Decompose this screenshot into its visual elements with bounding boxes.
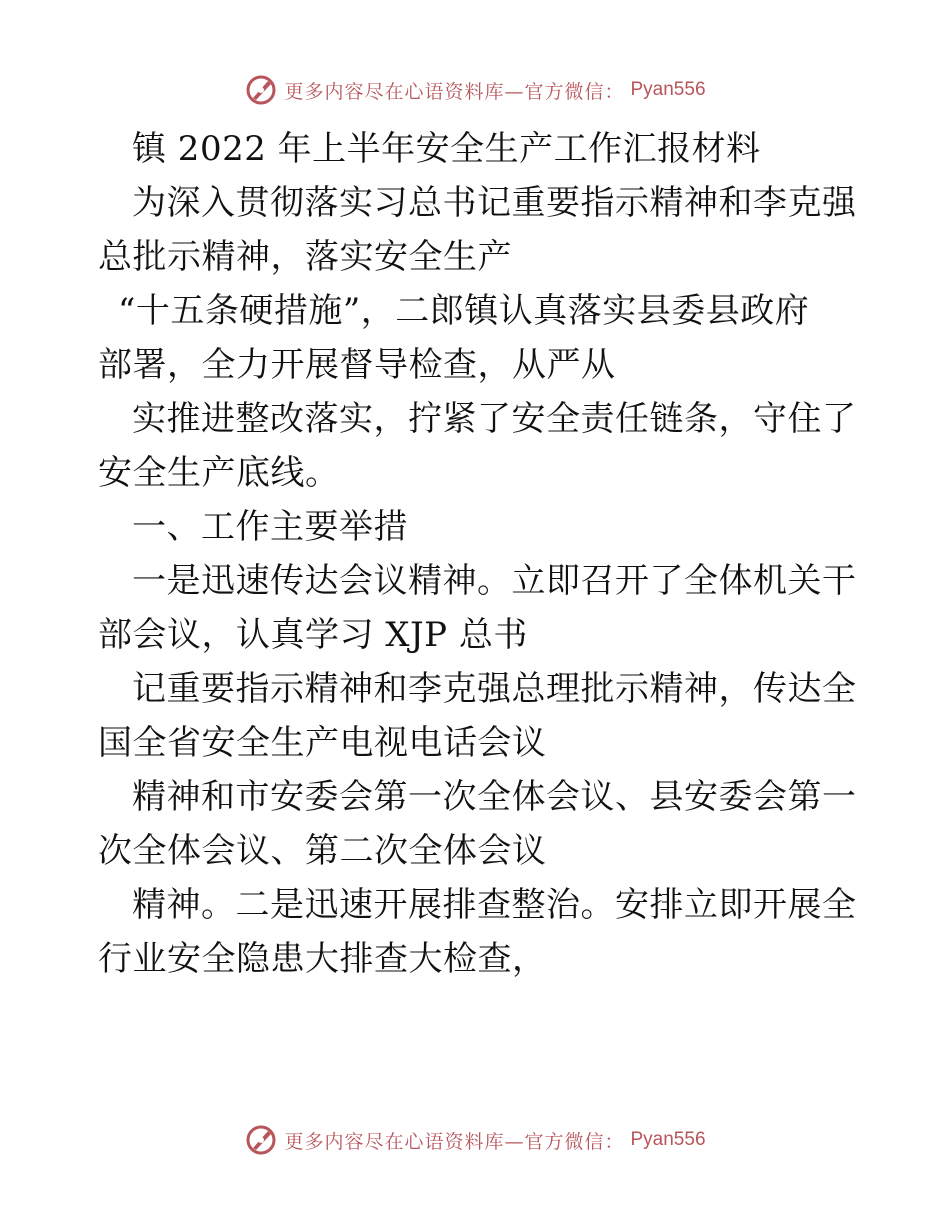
paragraph-line: 部会议，认真学习 XJP 总书: [98, 615, 528, 655]
watermark-banner-top: [0, 70, 950, 110]
section-heading: 一、工作主要举措: [132, 507, 408, 547]
paragraph-line: 次全体会议、第二次全体会议: [98, 831, 547, 871]
document-body: [98, 122, 858, 986]
paragraph-line: 记重要指示精神和李克强总理批示精神，传达全: [132, 669, 857, 709]
watermark-wechat-id: Pyan556: [630, 1129, 706, 1150]
paragraph-line: “十五条硬措施”，二郎镇认真落实县委县政府: [118, 291, 810, 331]
paragraph-line: 实推进整改落实，拧紧了安全责任链条，守住了: [132, 399, 857, 439]
watermark-text: 更多内容尽在心语资料库—官方微信：: [284, 1130, 625, 1153]
pen-seal-icon: [244, 73, 278, 107]
paragraph-line: 精神。二是迅速开展排查整治。安排立即开展全: [132, 885, 857, 925]
paragraph-line: 部署，全力开展督导检查，从严从: [98, 345, 616, 385]
paragraph-line: 一是迅速传达会议精神。立即召开了全体机关干: [132, 561, 857, 601]
paragraph-line: 国全省安全生产电视电话会议: [98, 723, 547, 763]
document-title: 镇 2022 年上半年安全生产工作汇报材料: [132, 129, 761, 169]
watermark-wechat-id: Pyan556: [630, 79, 706, 100]
paragraph-line: 为深入贯彻落实习总书记重要指示精神和李克强: [132, 183, 857, 223]
paragraph-line: 行业安全隐患大排查大检查，: [98, 939, 547, 979]
watermark-text: 更多内容尽在心语资料库—官方微信：: [284, 80, 625, 103]
paragraph-line: 安全生产底线。: [98, 453, 340, 493]
watermark-banner-bottom: [0, 1120, 950, 1160]
paragraph-line: 精神和市安委会第一次全体会议、县安委会第一: [132, 777, 857, 817]
pen-seal-icon: [244, 1123, 278, 1157]
paragraph-line: 总批示精神，落实安全生产: [98, 237, 512, 277]
